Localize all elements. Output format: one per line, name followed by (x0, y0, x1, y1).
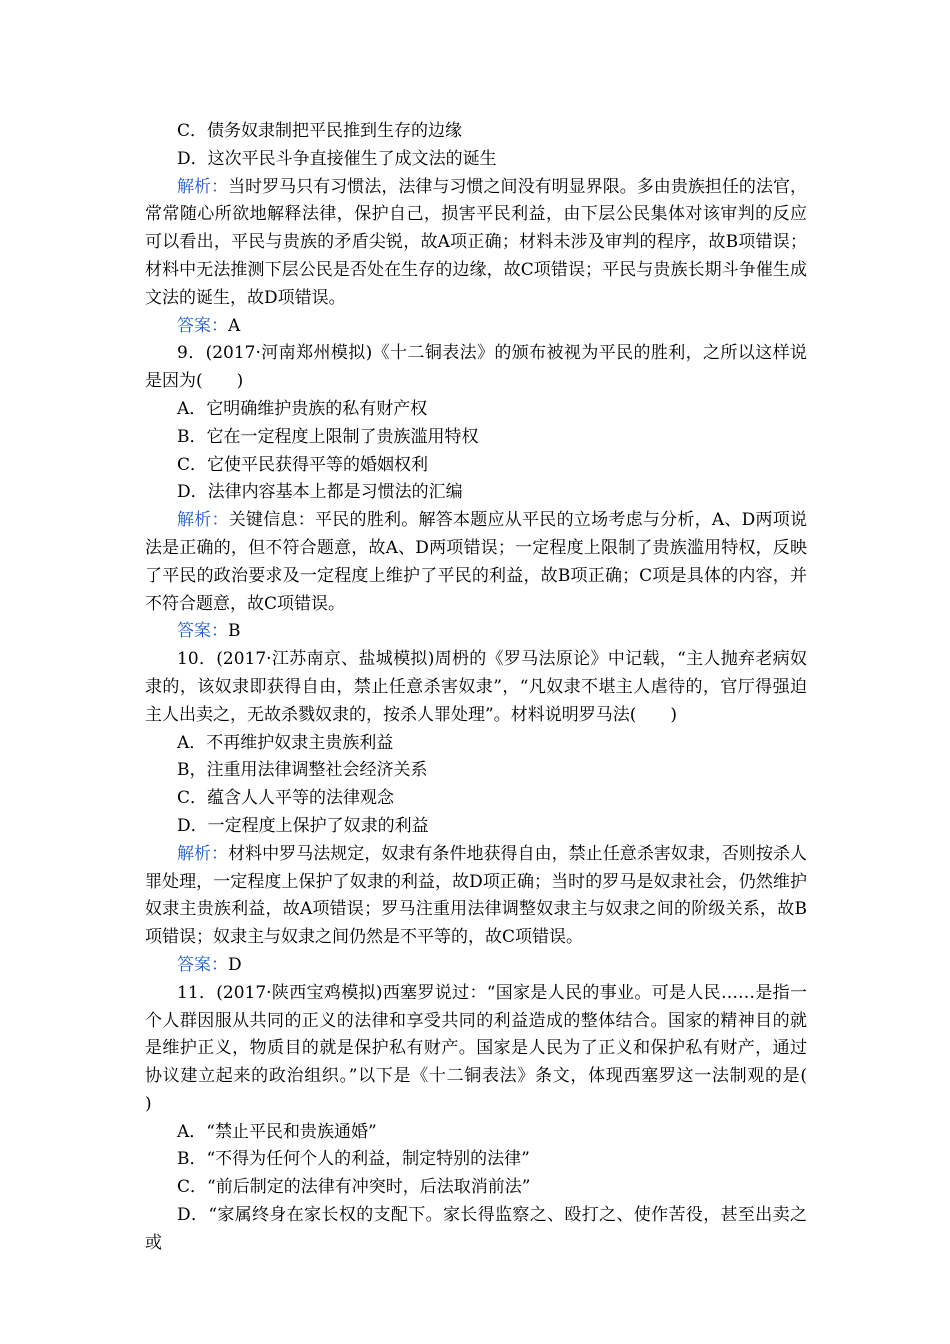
document-page (145, 118, 841, 1258)
q10-analysis (145, 841, 807, 952)
q11-option-a: A．“禁止平民和贵族通婚” (177, 1121, 377, 1142)
answer-value: A (228, 315, 241, 336)
q9-option-c: C．它使平民获得平等的婚姻权利 (177, 454, 429, 475)
q8-option-c: C．债务奴隶制把平民推到生存的边缘 (177, 121, 463, 141)
answer-value: B (228, 621, 241, 642)
analysis-label: 解析： (177, 843, 229, 864)
q10-answer (145, 952, 807, 980)
q8-analysis (145, 174, 807, 313)
q8-option-d: D．这次平民斗争直接催生了成文法的诞生 (177, 148, 497, 169)
q11-stem: 11．(2017·陕西宝鸡模拟)西塞罗说过：“国家是人民的事业。可是人民……是指一个人群因服从共同的正义的法律和享受共同的利益造成的整体结合。国家的精神目的就是维护正义，物质目的就是保护私有财产。国家是人民为了正义和保护私有财产，通过协议建立起来的政治组织。”以下是《十二铜表法》条文，体现西塞罗这一法制观的是( ) (145, 982, 841, 1114)
q9-answer (145, 618, 807, 646)
q9-option-d: D．法律内容基本上都是习惯法的汇编 (177, 482, 463, 503)
q9-option-b: B．它在一定程度上限制了贵族滥用特权 (177, 426, 479, 447)
q11-option-d: D．“家属终身在家长权的支配下。家长得监察之、殴打之、使作苦役，甚至出卖之或 (145, 1205, 807, 1253)
analysis-label: 解析： (177, 510, 229, 531)
analysis-text: 当时罗马只有习惯法，法律与习惯之间没有明显界限。多由贵族担任的法官，常常随心所欲地解释法律，保护自己，损害平民利益，由下层公民集体对该审判的反应可以看出，平民与贵族的矛盾尖锐，故A项正确；材料未涉及审判的程序，故B项错误；材料中无法推测下层公民是否处在生存的边缘，故C项错误；平民与贵族长期斗争催生成文法的诞生，故D项错误。 (145, 176, 808, 308)
q9-option-a: A．它明确维护贵族的私有财产权 (177, 398, 428, 419)
analysis-text: 材料中罗马法规定，奴隶有条件地获得自由，禁止任意杀害奴隶，否则按杀人罪处理，一定程度上保护了奴隶的利益，故D项正确；当时的罗马是奴隶社会，仍然维护奴隶主贵族利益，故A项错误；罗马注重用法律调整奴隶主与奴隶之间的阶级关系，故B项错误；奴隶主与奴隶之间仍然是不平等的，故C项错误。 (145, 843, 808, 948)
q9-analysis (145, 507, 807, 618)
q10-option-c: C．蕴含人人平等的法律观念 (177, 788, 395, 809)
q11-option-c: C．“前后制定的法律有冲突时，后法取消前法” (177, 1177, 531, 1198)
analysis-label: 解析： (177, 176, 229, 197)
q9-stem: 9．(2017·河南郑州模拟)《十二铜表法》的颁布被视为平民的胜利，之所以这样说是因为( ) (145, 343, 807, 392)
q11-option-b: B．“不得为任何个人的利益，制定特别的法律” (177, 1149, 530, 1170)
answer-label: 答案： (177, 621, 228, 642)
answer-label: 答案： (177, 954, 228, 975)
q10-option-a: A．不再维护奴隶主贵族利益 (177, 732, 394, 753)
q10-option-b: B，注重用法律调整社会经济关系 (177, 760, 428, 781)
answer-value: D (228, 954, 242, 975)
analysis-text: 关键信息：平民的胜利。解答本题应从平民的立场考虑与分析，A、D两项说法是正确的，但不符合题意，故A、D两项错误；一定程度上限制了贵族滥用特权，反映了平民的政治要求及一定程度上维护了平民的利益，故B项正确；C项是具体的内容，并不符合题意，故C项错误。 (145, 510, 808, 614)
answer-label: 答案： (177, 315, 228, 336)
q10-stem: 10．(2017·江苏南京、盐城模拟)周枬的《罗马法原论》中记载，“主人抛弃老病奴隶的，该奴隶即获得自由，禁止任意杀害奴隶”，“凡奴隶不堪主人虐待的，官厅得强迫主人出卖之，无故杀戮奴隶的，按杀人罪处理”。材料说明罗马法( ) (145, 649, 807, 725)
q8-answer (145, 313, 807, 341)
q10-option-d: D．一定程度上保护了奴隶的利益 (177, 815, 429, 836)
